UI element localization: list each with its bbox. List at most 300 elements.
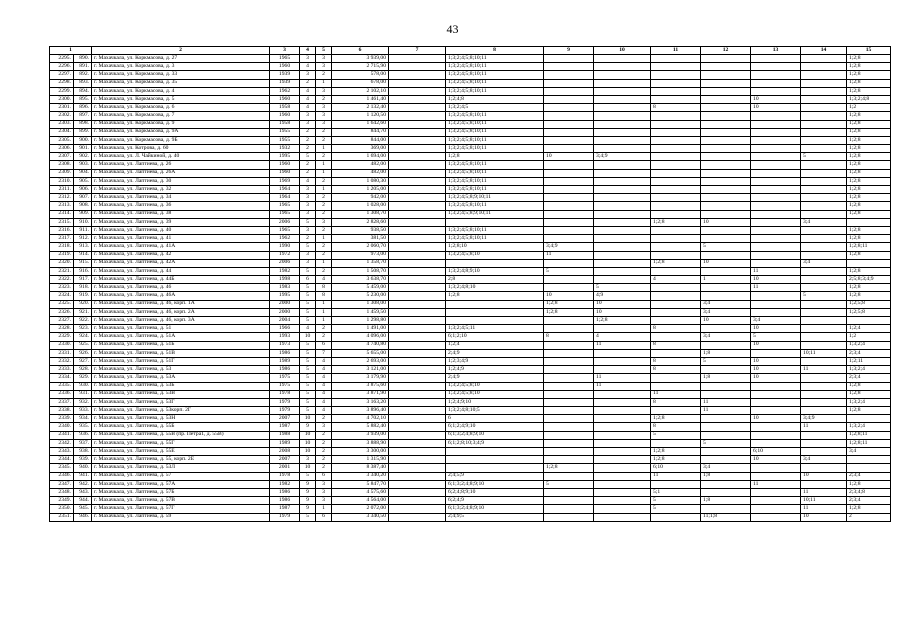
table-cell: [594, 456, 651, 464]
table-cell: г. Махачкала, ул. Лаптиева, д. 46: [92, 284, 270, 292]
table-cell: [801, 308, 847, 316]
table-cell: 1;3;2;4;5;8;10;11: [446, 169, 544, 177]
table-cell: г. Махачкала, ул. Лаптиева, д. 44: [92, 267, 270, 275]
table-cell: г. Махачкала, ул. Коркмасова, д. 4: [92, 87, 270, 95]
table-cell: 4: [316, 374, 332, 382]
table-cell: 1;2;8: [544, 300, 594, 308]
table-cell: 1987: [270, 505, 300, 513]
table-cell: 8: [651, 366, 701, 374]
table-cell: 2331.: [50, 349, 74, 357]
table-row: [50, 497, 891, 505]
table-cell: 6;1;2;4;9;10: [446, 423, 544, 431]
table-cell: [389, 349, 446, 357]
table-cell: 1;3;2;4;5;11: [446, 325, 544, 333]
table-cell: [801, 251, 847, 259]
table-cell: 910.: [74, 218, 92, 226]
table-cell: [594, 349, 651, 357]
table-cell: 946.: [74, 513, 92, 521]
table-cell: [389, 505, 446, 513]
table-cell: 3: [300, 71, 316, 79]
table-cell: г. Махачкала, ул. Лаптиева, д. 51В: [92, 349, 270, 357]
table-row: [50, 153, 891, 161]
table-cell: [594, 448, 651, 456]
table-cell: 1966: [270, 325, 300, 333]
table-cell: [389, 169, 446, 177]
table-row: [50, 259, 891, 267]
table-cell: [801, 300, 847, 308]
table-cell: 6;10: [651, 464, 701, 472]
table-cell: 1 308,70: [332, 210, 389, 218]
table-cell: 909.: [74, 210, 92, 218]
table-cell: [594, 120, 651, 128]
table-cell: [446, 464, 544, 472]
table-cell: [651, 300, 701, 308]
table-cell: [801, 243, 847, 251]
table-cell: [651, 374, 701, 382]
table-cell: 10: [544, 292, 594, 300]
table-cell: [544, 390, 594, 398]
table-cell: [594, 431, 651, 439]
table-cell: [751, 202, 801, 210]
table-cell: [389, 284, 446, 292]
table-cell: 2000: [270, 300, 300, 308]
table-cell: 1;3;2;4;5;8;10;11: [446, 120, 544, 128]
table-cell: [544, 423, 594, 431]
table-cell: 1;3;2;4;5;8;10;11: [446, 63, 544, 71]
table-cell: 1;3;2;4;5;8;10;11: [446, 79, 544, 87]
table-cell: г. Махачкала, ул. Лаптиева, д. 57В: [92, 497, 270, 505]
table-cell: 1;2;8: [847, 55, 891, 63]
table-cell: 2307.: [50, 153, 74, 161]
table-cell: 2302.: [50, 112, 74, 120]
table-cell: [751, 63, 801, 71]
table-cell: [544, 71, 594, 79]
table-cell: [544, 128, 594, 136]
table-cell: 901.: [74, 145, 92, 153]
table-cell: [594, 390, 651, 398]
table-cell: [544, 145, 594, 153]
table-cell: г. Махачкала, ул. Лаптиева, д. 32: [92, 186, 270, 194]
table-cell: [651, 480, 701, 488]
table-cell: 1962: [270, 235, 300, 243]
table-cell: г. Махачкала, ул. Лаптиева, д. 34: [92, 194, 270, 202]
table-cell: 1;2;4;9;10: [446, 398, 544, 406]
column-header: 3: [270, 47, 300, 55]
table-cell: [389, 87, 446, 95]
table-cell: 2;3;4: [847, 497, 891, 505]
table-cell: 2312.: [50, 194, 74, 202]
table-cell: [751, 251, 801, 259]
table-cell: 8: [316, 284, 332, 292]
table-cell: 3 163,20: [332, 398, 389, 406]
table-cell: 928.: [74, 366, 92, 374]
table-cell: 1965: [270, 202, 300, 210]
table-cell: [751, 87, 801, 95]
table-cell: [389, 226, 446, 234]
table-cell: 4: [316, 366, 332, 374]
table-cell: 904.: [74, 169, 92, 177]
table-cell: [544, 382, 594, 390]
table-cell: 4: [300, 177, 316, 185]
table-cell: [389, 415, 446, 423]
table-cell: 2328.: [50, 325, 74, 333]
table-cell: 2: [300, 161, 316, 169]
table-cell: [389, 112, 446, 120]
table-row: [50, 71, 891, 79]
table-cell: 2325.: [50, 300, 74, 308]
table-cell: 1 461,40: [332, 95, 389, 103]
table-cell: [389, 382, 446, 390]
table-cell: 945.: [74, 505, 92, 513]
table-cell: 11: [651, 390, 701, 398]
table-cell: 3;4: [801, 218, 847, 226]
table-row: [50, 120, 891, 128]
table-cell: г. Махачкала, ул. Лаптиева, д. 41А: [92, 243, 270, 251]
table-cell: [751, 349, 801, 357]
table-cell: 1965: [270, 226, 300, 234]
table-cell: [801, 95, 847, 103]
table-cell: 1;2;8: [847, 284, 891, 292]
table-row: [50, 235, 891, 243]
table-cell: 11: [651, 472, 701, 480]
column-header: 8: [446, 47, 544, 55]
table-cell: 3;4: [701, 308, 751, 316]
table-cell: 3;4;9: [544, 243, 594, 251]
table-cell: 6: [316, 341, 332, 349]
table-cell: [544, 398, 594, 406]
table-cell: г. Махачкала, ул. Лаптиева, д. 42А: [92, 259, 270, 267]
table-cell: [446, 259, 544, 267]
table-cell: [801, 357, 847, 365]
table-cell: 1: [316, 300, 332, 308]
table-cell: 8: [651, 325, 701, 333]
table-cell: [389, 357, 446, 365]
table-cell: [651, 71, 701, 79]
table-cell: 1988: [270, 431, 300, 439]
table-cell: [594, 464, 651, 472]
table-cell: 10: [751, 276, 801, 284]
table-cell: [801, 235, 847, 243]
table-cell: [389, 513, 446, 521]
table-cell: [801, 464, 847, 472]
table-cell: г. Махачкала, ул. Лаптиева, д. 51Г: [92, 357, 270, 365]
table-cell: 5: [701, 439, 751, 447]
table-cell: [701, 448, 751, 456]
housing-register-table: [49, 46, 891, 522]
table-cell: 2322.: [50, 276, 74, 284]
table-cell: 4: [316, 382, 332, 390]
table-cell: [594, 325, 651, 333]
table-row: [50, 390, 891, 398]
table-cell: 1;2;8: [847, 63, 891, 71]
table-cell: [544, 456, 594, 464]
table-cell: 2313.: [50, 202, 74, 210]
table-cell: 1;2;8: [847, 186, 891, 194]
table-cell: [751, 488, 801, 496]
table-cell: 1: [316, 79, 332, 87]
table-cell: 6;1;3;2;4;8;9;10: [446, 505, 544, 513]
table-cell: 3;4: [847, 448, 891, 456]
table-cell: 2;4;9: [446, 374, 544, 382]
table-cell: [651, 349, 701, 357]
table-cell: г. Махачкала, ул. Лаптиева, д. 46, корп. 3А: [92, 317, 270, 325]
table-cell: 11: [801, 488, 847, 496]
table-cell: 1;3;2;4;5;8;10: [446, 382, 544, 390]
table-cell: 3 888,90: [332, 439, 389, 447]
table-cell: 1;2;11: [847, 357, 891, 365]
table-cell: г. Махачкала, ул. Лаптиева, д. 53Г: [92, 398, 270, 406]
table-cell: [544, 186, 594, 194]
table-cell: 2;4;5;9: [446, 472, 544, 480]
table-cell: 3: [316, 63, 332, 71]
table-cell: 1939: [270, 79, 300, 87]
table-cell: [847, 464, 891, 472]
table-row: [50, 292, 891, 300]
table-cell: г. Махачкала, ул. Лаптиева, д. 55Е: [92, 448, 270, 456]
table-cell: 5: [300, 153, 316, 161]
table-cell: 1;2;8: [847, 194, 891, 202]
table-cell: 2;3;4;8: [847, 488, 891, 496]
table-cell: 10: [594, 308, 651, 316]
column-header: 7: [389, 47, 446, 55]
table-cell: [651, 161, 701, 169]
table-cell: [701, 194, 751, 202]
table-cell: г. Махачкала, ул. Лаптиева, д. 39: [92, 218, 270, 226]
table-cell: г. Махачкала, ул. Лаптиева, д. 36: [92, 202, 270, 210]
table-cell: г. Махачкала, ул. Лаптиева, д. 51А: [92, 333, 270, 341]
table-cell: 2: [847, 513, 891, 521]
table-row: [50, 186, 891, 194]
table-cell: г. Махачкала, ул. Лаптиева, д. 44Б: [92, 276, 270, 284]
table-row: [50, 357, 891, 365]
table-cell: 11: [751, 267, 801, 275]
table-cell: 1965: [270, 210, 300, 218]
table-cell: [701, 366, 751, 374]
table-cell: 2348.: [50, 488, 74, 496]
table-cell: 11: [801, 505, 847, 513]
table-cell: [544, 259, 594, 267]
table-cell: 898.: [74, 120, 92, 128]
table-cell: 1990: [270, 243, 300, 251]
table-cell: г. Махачкала, ул. Лаптиева, д. 46, корп. 1А: [92, 300, 270, 308]
table-cell: [751, 161, 801, 169]
table-cell: 3;4: [701, 300, 751, 308]
table-cell: [389, 292, 446, 300]
table-cell: [651, 112, 701, 120]
table-cell: 3: [300, 186, 316, 194]
table-cell: [594, 71, 651, 79]
table-cell: г. Махачкала, ул. Лаптиева, д. 53Н: [92, 415, 270, 423]
table-cell: [701, 71, 751, 79]
table-cell: 3 340,50: [332, 513, 389, 521]
table-cell: 3: [316, 87, 332, 95]
table-cell: [651, 186, 701, 194]
table-cell: 2: [316, 333, 332, 341]
table-cell: [801, 448, 847, 456]
table-cell: 2: [316, 71, 332, 79]
table-cell: 1;2;8: [446, 153, 544, 161]
table-cell: г. Махачкала, ул. Лаптиева, д. 26: [92, 161, 270, 169]
table-cell: 1: [316, 186, 332, 194]
table-cell: 1;3;2;4;5;8;10;11: [446, 136, 544, 144]
table-row: [50, 112, 891, 120]
table-cell: [701, 382, 751, 390]
table-cell: [544, 472, 594, 480]
table-cell: 906.: [74, 186, 92, 194]
table-cell: 2324.: [50, 292, 74, 300]
table-cell: 2346.: [50, 472, 74, 480]
table-cell: 3 939,00: [332, 55, 389, 63]
table-cell: 935.: [74, 423, 92, 431]
page-number: 43: [446, 22, 459, 36]
table-cell: 7: [316, 349, 332, 357]
table-cell: [651, 439, 701, 447]
table-cell: 5: [300, 308, 316, 316]
column-header: 6: [332, 47, 389, 55]
table-cell: 1: [701, 276, 751, 284]
table-cell: [389, 235, 446, 243]
table-row: [50, 423, 891, 431]
table-row: [50, 55, 891, 63]
table-cell: [544, 202, 594, 210]
table-cell: г. Махачкала, ул. Лаптиева, д. 57: [92, 472, 270, 480]
table-cell: 1986: [270, 497, 300, 505]
table-row: [50, 267, 891, 275]
table-cell: г. Махачкала, ул. Лаптиева, д. 53Б: [92, 382, 270, 390]
table-cell: [801, 104, 847, 112]
table-cell: [801, 276, 847, 284]
table-row: [50, 488, 891, 496]
table-cell: 3;4: [701, 333, 751, 341]
table-cell: 1987: [270, 423, 300, 431]
table-cell: 917.: [74, 276, 92, 284]
table-cell: 2316.: [50, 226, 74, 234]
table-cell: [594, 276, 651, 284]
table-cell: 3: [300, 456, 316, 464]
table-cell: 1;2;8: [651, 448, 701, 456]
table-cell: 1 315,90: [332, 456, 389, 464]
table-cell: [701, 169, 751, 177]
table-cell: 1958: [270, 120, 300, 128]
table-cell: 5: [300, 366, 316, 374]
table-cell: 942.: [74, 480, 92, 488]
table-cell: [847, 317, 891, 325]
table-body: [50, 55, 891, 522]
table-cell: 2311.: [50, 186, 74, 194]
table-cell: 1;3;2;4;5;8;10;11: [446, 186, 544, 194]
table-cell: 2308.: [50, 161, 74, 169]
table-cell: г. Махачкала, ул. Лаптиева, д. 41: [92, 235, 270, 243]
table-cell: 4: [300, 87, 316, 95]
table-cell: [701, 423, 751, 431]
table-cell: 11: [701, 398, 751, 406]
table-cell: [651, 382, 701, 390]
table-cell: 1;3;2;4;5;8;10;11: [446, 161, 544, 169]
table-cell: [389, 177, 446, 185]
table-cell: [544, 415, 594, 423]
table-cell: 2: [316, 439, 332, 447]
table-cell: 913.: [74, 243, 92, 251]
table-cell: 3: [300, 210, 316, 218]
table-cell: 1;3;2;4;5;8;10;11: [446, 71, 544, 79]
table-cell: 8: [316, 292, 332, 300]
table-cell: 2304.: [50, 128, 74, 136]
table-cell: 903.: [74, 161, 92, 169]
table-cell: [751, 243, 801, 251]
table-cell: 2295.: [50, 55, 74, 63]
table-cell: [751, 431, 801, 439]
table-cell: [389, 104, 446, 112]
table-cell: 2: [316, 202, 332, 210]
table-cell: [651, 292, 701, 300]
table-cell: 2336.: [50, 390, 74, 398]
table-cell: 3: [300, 251, 316, 259]
table-cell: 10: [300, 415, 316, 423]
table-cell: [389, 71, 446, 79]
table-cell: [594, 128, 651, 136]
table-cell: 10: [300, 333, 316, 341]
table-cell: 907.: [74, 194, 92, 202]
table-cell: 2 060,70: [332, 243, 389, 251]
table-cell: [651, 177, 701, 185]
table-cell: 938,50: [332, 226, 389, 234]
table-cell: 10: [801, 513, 847, 521]
table-cell: 1;2;8: [847, 210, 891, 218]
table-cell: [651, 317, 701, 325]
table-cell: 2004: [270, 317, 300, 325]
table-cell: 369,00: [332, 145, 389, 153]
table-cell: [594, 186, 651, 194]
table-cell: г. Махачкала, ул. Лаптиева, д. 53корп. 2Г: [92, 407, 270, 415]
table-cell: 914.: [74, 251, 92, 259]
table-cell: 11: [751, 480, 801, 488]
table-cell: [389, 276, 446, 284]
table-cell: 10: [300, 464, 316, 472]
table-cell: [847, 218, 891, 226]
table-cell: [544, 87, 594, 95]
table-cell: 2007: [270, 415, 300, 423]
table-cell: 5: [544, 480, 594, 488]
table-cell: 3;4: [801, 259, 847, 267]
table-cell: [594, 55, 651, 63]
table-cell: 844,70: [332, 128, 389, 136]
table-cell: 1;3;2;4;5;8;10: [446, 251, 544, 259]
table-cell: 2006: [270, 218, 300, 226]
table-cell: [751, 128, 801, 136]
table-cell: 2;3;4: [847, 374, 891, 382]
table-cell: 6;1;3;2;4;8;9;10: [446, 431, 544, 439]
table-cell: [544, 317, 594, 325]
table-cell: [651, 226, 701, 234]
table-cell: [651, 128, 701, 136]
table-cell: 1975: [270, 382, 300, 390]
table-cell: [544, 448, 594, 456]
table-cell: [801, 63, 847, 71]
table-cell: 5: [651, 497, 701, 505]
table-cell: 944.: [74, 497, 92, 505]
table-cell: 1: [316, 235, 332, 243]
table-cell: 5: [300, 341, 316, 349]
table-cell: 1: [316, 145, 332, 153]
table-cell: [801, 210, 847, 218]
table-cell: [389, 161, 446, 169]
table-cell: [594, 87, 651, 95]
table-cell: 4 740,80: [332, 341, 389, 349]
table-cell: 8: [651, 357, 701, 365]
table-cell: 912.: [74, 235, 92, 243]
table-cell: 2: [316, 267, 332, 275]
table-cell: [701, 251, 751, 259]
